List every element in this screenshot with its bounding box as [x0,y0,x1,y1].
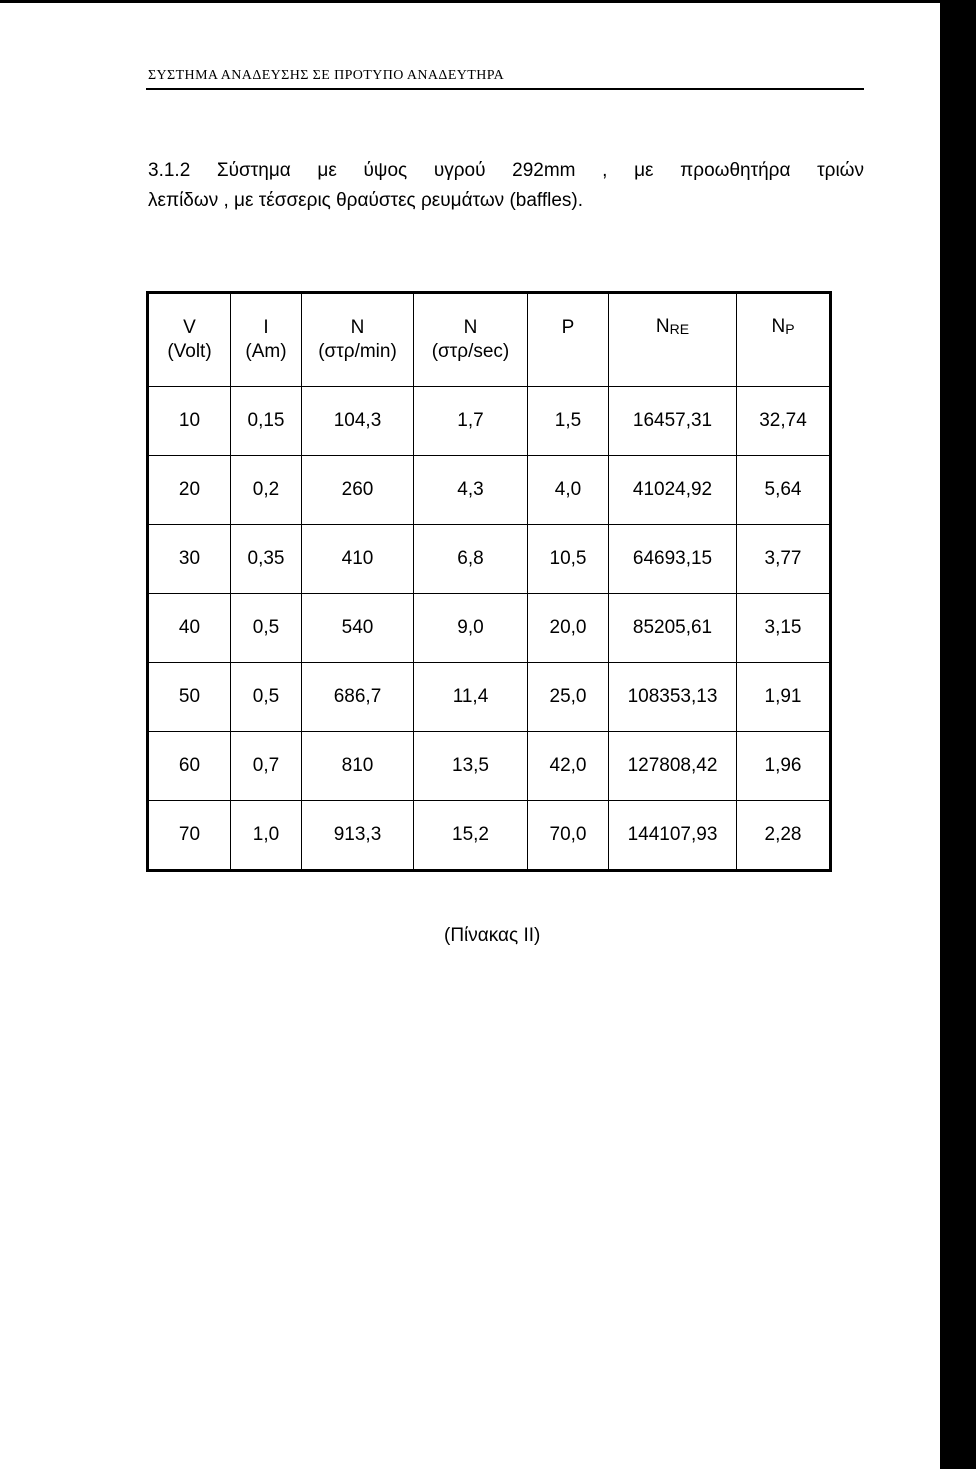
cell-current: 0,5 [231,594,302,663]
header-symbol: N [463,317,478,338]
cell-reynolds: 144107,93 [609,801,737,871]
cell-power: 42,0 [528,732,609,801]
cell-rpm: 686,7 [302,663,414,732]
header-cell-power [528,293,609,387]
table-row [148,387,831,456]
header-unit [528,340,608,364]
header-unit: (στρ/sec) [431,341,510,362]
cell-rpm: 810 [302,732,414,801]
header-cell-rpm [302,293,414,387]
cell-reynolds: 127808,42 [609,732,737,801]
cell-power-number: 3,15 [737,594,831,663]
cell-voltage: 50 [148,663,231,732]
cell-power-number: 3,77 [737,525,831,594]
header-unit: (Am) [245,341,287,362]
cell-reynolds: 16457,31 [609,387,737,456]
running-header: ΣΥΣΤΗΜΑ ΑΝΑΔΕΥΣΗΣ ΣΕ ΠΡΟΤΥΠΟ ΑΝΑΔΕΥΤΗΡΑ [148,68,505,83]
header-unit [609,341,736,365]
cell-rpm: 260 [302,456,414,525]
cell-power-number: 1,96 [737,732,831,801]
section-text-line-1: 3.1.2 Σύστημα με ύψος υγρού 292mm , με προωθητήρα τριών [148,160,864,181]
cell-current: 0,5 [231,663,302,732]
header-symbol: P [561,317,575,338]
header-subscript: P [785,321,795,337]
cell-reynolds: 108353,13 [609,663,737,732]
cell-power-number: 2,28 [737,801,831,871]
header-symbol: N [771,316,786,337]
header-unit: (στρ/min) [318,341,397,362]
header-row [148,293,831,387]
header-symbol: I [263,317,269,338]
cell-current: 0,7 [231,732,302,801]
header-unit [737,341,829,365]
table-header [148,293,831,387]
header-subscript: RE [669,321,690,337]
header-cell-reynolds [609,293,737,387]
cell-power: 10,5 [528,525,609,594]
cell-voltage: 20 [148,456,231,525]
cell-power: 25,0 [528,663,609,732]
cell-power: 70,0 [528,801,609,871]
cell-rpm: 913,3 [302,801,414,871]
table-row [148,525,831,594]
header-cell-current [231,293,302,387]
cell-rps: 13,5 [414,732,528,801]
cell-power: 4,0 [528,456,609,525]
header-cell-voltage [148,293,231,387]
cell-reynolds: 41024,92 [609,456,737,525]
cell-rps: 15,2 [414,801,528,871]
header-cell-rps [414,293,528,387]
cell-voltage: 70 [148,801,231,871]
cell-current: 0,35 [231,525,302,594]
cell-reynolds: 85205,61 [609,594,737,663]
header-symbol-with-subscript [609,315,736,341]
cell-current: 1,0 [231,801,302,871]
header-symbol: N [655,316,670,337]
section-text-line-2: λεπίδων , με τέσσερις θραύστες ρευμάτων (baffles). [148,190,584,211]
table-body [148,387,831,871]
table-row [148,732,831,801]
table-row [148,801,831,871]
cell-rpm: 540 [302,594,414,663]
cell-reynolds: 64693,15 [609,525,737,594]
table-row [148,663,831,732]
header-rule [146,88,864,90]
cell-rps: 9,0 [414,594,528,663]
cell-voltage: 60 [148,732,231,801]
cell-rps: 1,7 [414,387,528,456]
cell-power-number: 1,91 [737,663,831,732]
header-cell-power-number [737,293,831,387]
cell-rpm: 410 [302,525,414,594]
right-scan-border [940,0,976,1469]
cell-power-number: 32,74 [737,387,831,456]
table-row [148,594,831,663]
header-symbol-with-subscript [737,315,829,341]
cell-current: 0,2 [231,456,302,525]
table-caption: (Πίνακας ΙΙ) [444,925,541,946]
cell-voltage: 30 [148,525,231,594]
header-unit: (Volt) [167,341,212,362]
cell-rps: 6,8 [414,525,528,594]
header-symbol: V [183,317,196,338]
cell-rps: 4,3 [414,456,528,525]
cell-power-number: 5,64 [737,456,831,525]
cell-voltage: 10 [148,387,231,456]
cell-rps: 11,4 [414,663,528,732]
top-edge-rule [0,0,976,3]
data-table [146,291,832,872]
header-symbol: N [350,317,365,338]
table-row [148,456,831,525]
cell-power: 1,5 [528,387,609,456]
cell-power: 20,0 [528,594,609,663]
cell-current: 0,15 [231,387,302,456]
cell-rpm: 104,3 [302,387,414,456]
cell-voltage: 40 [148,594,231,663]
